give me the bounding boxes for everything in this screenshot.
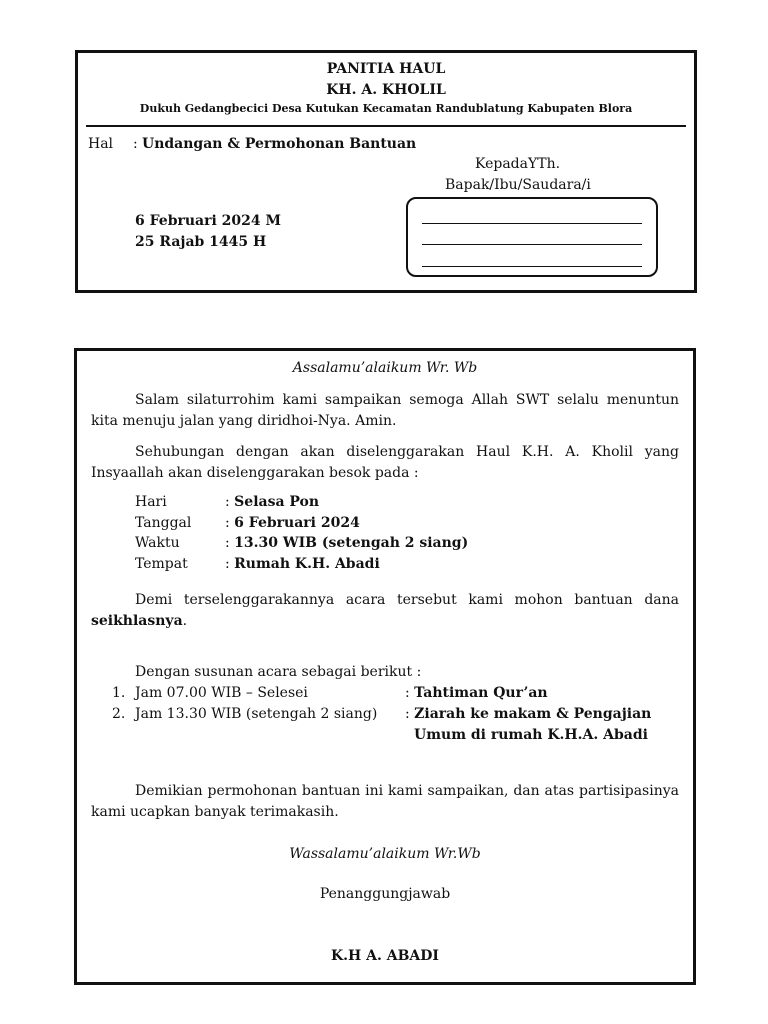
date-masehi: 6 Februari 2024 M (135, 213, 282, 229)
detail-separator: : Selasa Pon (225, 494, 320, 510)
paragraph-opening: Salam silaturrohim kami sampaikan semoga Allah SWT selalu menuntun kita menuju jalan yang diridhoi-Nya. Amin. (91, 392, 679, 429)
paragraph-request (91, 590, 679, 632)
detail-label-day: Hari (135, 494, 167, 510)
subject-separator: : (133, 136, 138, 152)
agenda-number: 1. (112, 685, 126, 701)
address-blank-line (422, 266, 642, 267)
address-blank-line (422, 223, 642, 224)
agenda-intro: Dengan susunan acara sebagai berikut : (135, 664, 422, 680)
agenda-time: Jam 07.00 WIB – Selesei (135, 685, 308, 701)
addressee-heading: KepadaYTh. (475, 156, 561, 172)
subject-label: Hal (88, 136, 114, 152)
detail-separator: : 13.30 WIB (setengah 2 siang) (225, 535, 469, 551)
letterhead-box (75, 50, 697, 293)
date-hijri: 25 Rajab 1445 H (135, 234, 267, 250)
detail-label-date: Tanggal (135, 515, 192, 531)
request-text: Demi terselenggarakannya acara tersebut kami mohon bantuan dana (135, 592, 679, 608)
org-subtitle: KH. A. KHOLIL (326, 82, 446, 98)
recipient-address-box (406, 197, 658, 277)
request-emphasis: seikhlasnya (91, 613, 183, 629)
paragraph-announcement: Sehubungan dengan akan diselenggarakan Haul K.H. A. Kholil yang Insyaallah akan diselenggarakan besok pada : (91, 444, 679, 481)
signer-name: K.H A. ABADI (330, 948, 439, 964)
addressee-recipient: Bapak/Ibu/Saudara/i (445, 177, 591, 193)
detail-separator: : Rumah K.H. Abadi (225, 556, 380, 572)
detail-label-time: Waktu (135, 535, 180, 551)
agenda-number: 2. (112, 706, 126, 722)
org-title: PANITIA HAUL (326, 61, 446, 77)
letter-body-box (74, 348, 696, 985)
detail-value-date: 6 Februari 2024 (234, 515, 360, 531)
paragraph-closing: Demikian permohonan bantuan ini kami sampaikan, dan atas partisipasinya kami ucapkan banyak terimakasih. (91, 783, 679, 820)
org-address: Dukuh Gedangbecici Desa Kutukan Kecamatan Randublatung Kabupaten Blora (139, 102, 633, 115)
detail-separator: : 6 Februari 2024 (225, 515, 360, 531)
signer-role: Penanggungjawab (319, 886, 451, 902)
detail-label-place: Tempat (135, 556, 188, 572)
agenda-activity: Ziarah ke makam & Pengajian (414, 706, 652, 722)
agenda-separator: : Ziarah ke makam & Pengajian (405, 706, 652, 722)
address-blank-line (422, 244, 642, 245)
detail-value-time: 13.30 WIB (setengah 2 siang) (234, 535, 469, 551)
request-end: . (182, 613, 188, 629)
letterhead-divider (86, 125, 686, 127)
detail-value-day: Selasa Pon (234, 494, 320, 510)
agenda-time: Jam 13.30 WIB (setengah 2 siang) (135, 706, 378, 722)
agenda-activity-continued: Umum di rumah K.H.A. Abadi (414, 727, 648, 743)
detail-value-place: Rumah K.H. Abadi (234, 556, 380, 572)
greeting: Assalamu’alaikum Wr. Wb (292, 360, 478, 376)
agenda-separator: : Tahtiman Qur’an (405, 685, 548, 701)
subject-value: Undangan & Permohonan Bantuan (142, 136, 417, 152)
agenda-activity: Tahtiman Qur’an (414, 685, 548, 701)
farewell: Wassalamu’alaikum Wr.Wb (289, 846, 481, 862)
